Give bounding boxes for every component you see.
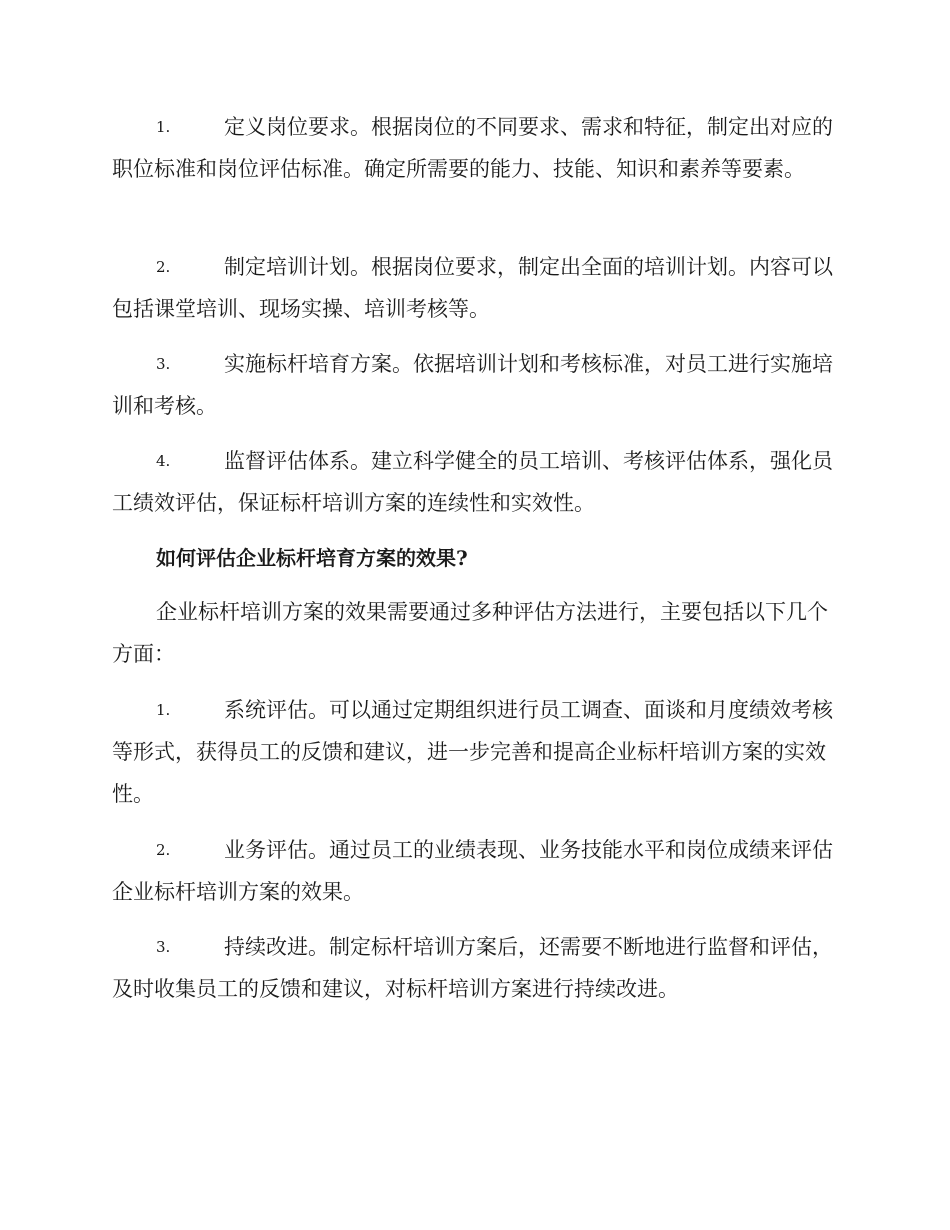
section-heading: 如何评估企业标杆培育方案的效果? bbox=[156, 546, 468, 570]
list-item-text: 业务评估。通过员工的业绩表现、业务技能水平和岗位成绩来评估企业标杆培训方案的效果。 bbox=[112, 838, 833, 904]
list-item-text: 制定培训计划。根据岗位要求，制定出全面的培训计划。内容可以包括课堂培训、现场实操、培训考核等。 bbox=[112, 255, 833, 321]
list-number: 2. bbox=[156, 841, 171, 859]
list-item-text: 定义岗位要求。根据岗位的不同要求、需求和特征，制定出对应的职位标准和岗位评估标准。确定所需要的能力、技能、知识和素养等要素。 bbox=[112, 115, 833, 181]
list-number: 3. bbox=[156, 355, 171, 373]
list-number: 2. bbox=[156, 258, 171, 276]
list-item bbox=[112, 926, 834, 1010]
list-item bbox=[112, 246, 834, 330]
list-item bbox=[112, 106, 834, 190]
list-item-text: 持续改进。制定标杆培训方案后，还需要不断地进行监督和评估，及时收集员工的反馈和建议，对标杆培训方案进行持续改进。 bbox=[112, 935, 833, 1001]
list-item-text: 监督评估体系。建立科学健全的员工培训、考核评估体系，强化员工绩效评估，保证标杆培训方案的连续性和实效性。 bbox=[112, 449, 833, 515]
list-item bbox=[112, 440, 834, 524]
list-number: 4. bbox=[156, 452, 171, 470]
list-item bbox=[112, 689, 834, 815]
intro-paragraph: 企业标杆培训方案的效果需要通过多种评估方法进行，主要包括以下几个方面： bbox=[112, 600, 828, 666]
list-number: 1. bbox=[156, 701, 171, 719]
list-item bbox=[112, 829, 834, 913]
list-item-text: 系统评估。可以通过定期组织进行员工调查、面谈和月度绩效考核等形式，获得员工的反馈和建议，进一步完善和提高企业标杆培训方案的实效性。 bbox=[112, 698, 833, 806]
list-number: 3. bbox=[156, 938, 171, 956]
list-item-text: 实施标杆培育方案。依据培训计划和考核标准，对员工进行实施培训和考核。 bbox=[112, 352, 833, 418]
list-number: 1. bbox=[156, 118, 171, 136]
list-item bbox=[112, 343, 834, 427]
